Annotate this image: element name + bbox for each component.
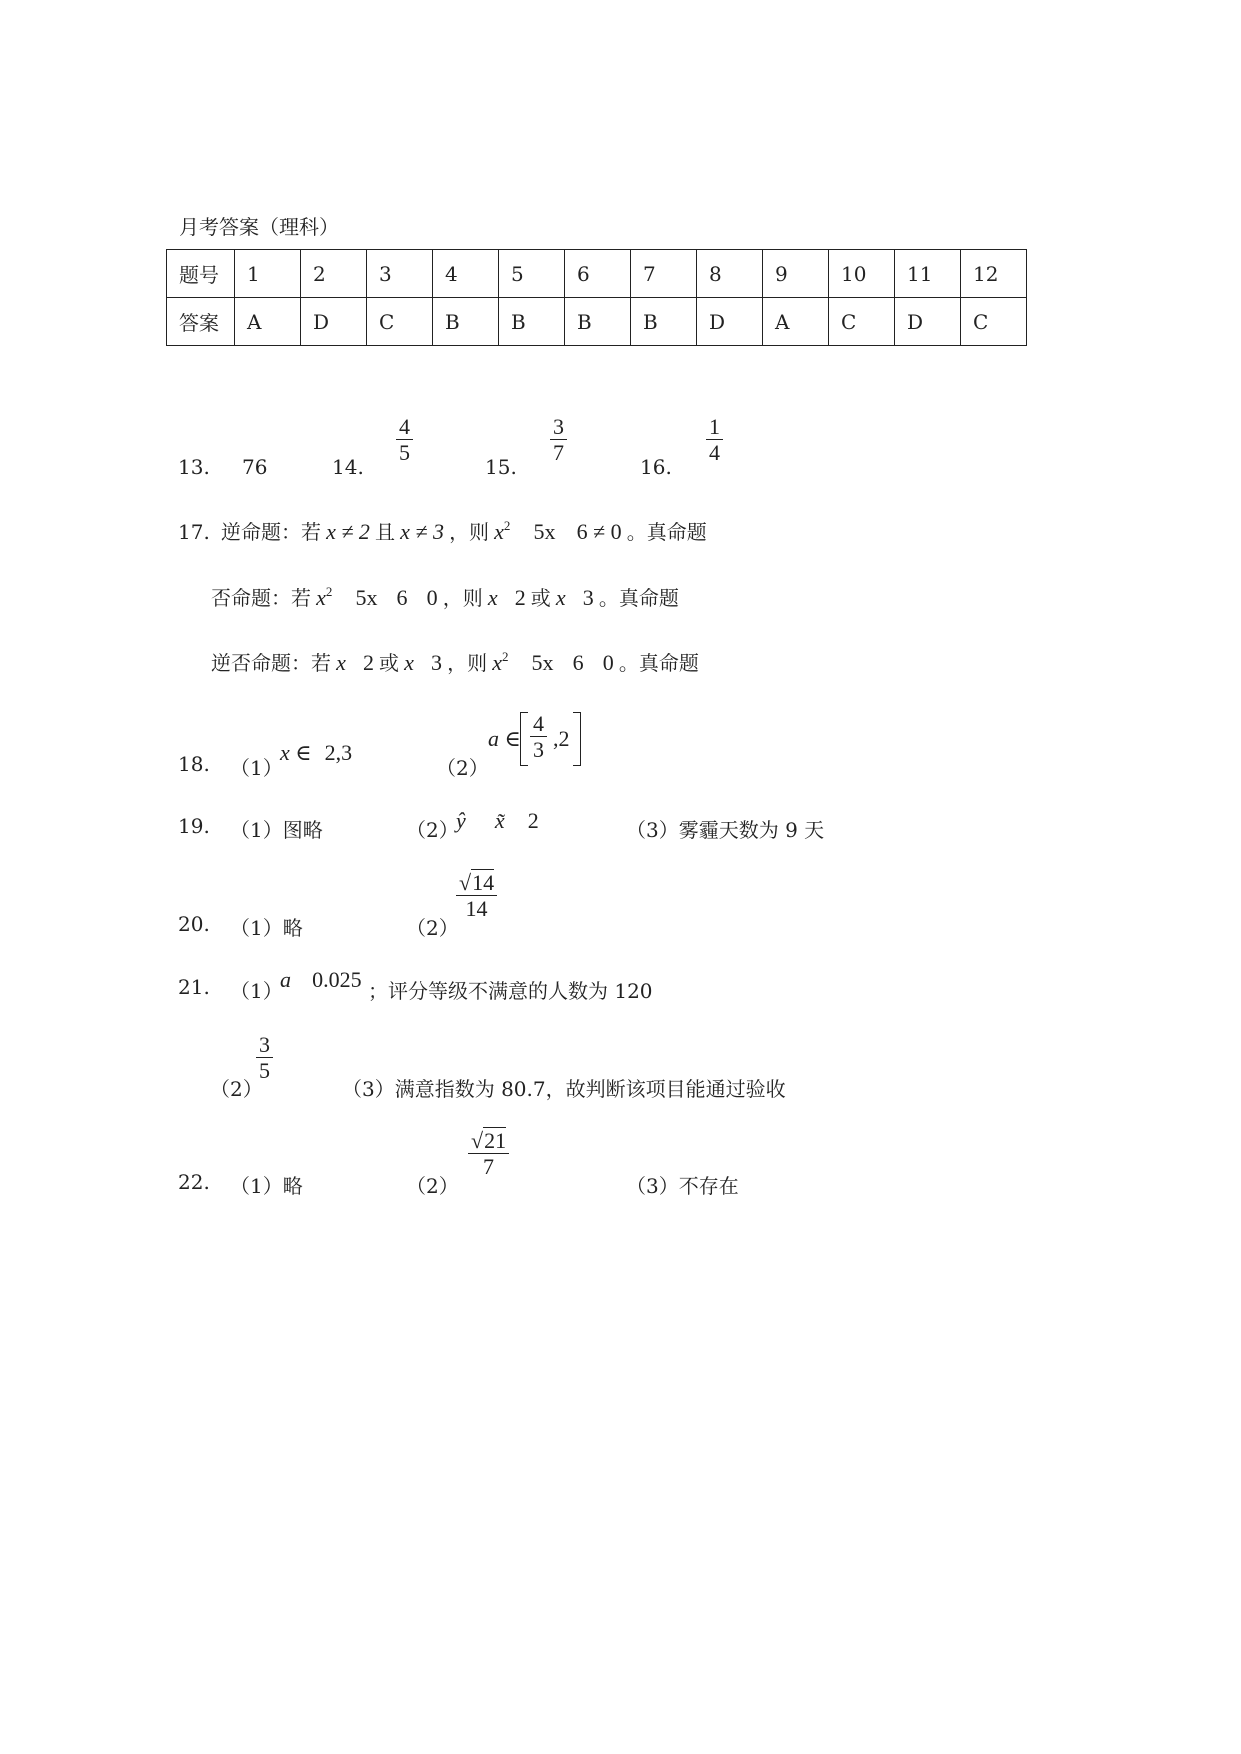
table-cell: 5 (499, 250, 565, 298)
q17-number: 17. (178, 520, 210, 544)
left-bracket-icon (520, 712, 528, 766)
q13-number: 13. (178, 455, 210, 479)
table-cell: 9 (763, 250, 829, 298)
table-cell: D (895, 298, 961, 346)
table-cell: 4 (433, 250, 499, 298)
q18-part2-tail: ,2 (553, 726, 570, 751)
q18-part1-answer: x ∈ 2,3 (280, 740, 353, 765)
table-cell: 2 (301, 250, 367, 298)
q16-numerator: 1 (709, 414, 720, 439)
q18-part2-math: a ∈ (488, 726, 521, 751)
q13-answer: 76 (242, 455, 268, 479)
table-row (167, 298, 1027, 346)
q21-part3: （3）满意指数为 80.7，故判断该项目能通过验收 (342, 1077, 786, 1101)
table-cell: C (961, 298, 1027, 346)
q17-line-contrapositive: 逆否命题：若 x 2 或 x 3 ，则 $x^2$ 5x 6 0 。真命题 (211, 649, 699, 675)
table-cell: B (499, 298, 565, 346)
q21-part2-fraction: 3 5 (256, 1032, 273, 1084)
answer-table (166, 249, 1027, 346)
q21-part1-answer: a 0.025 (280, 967, 362, 992)
q14-numerator: 4 (399, 414, 410, 439)
table-cell: 10 (829, 250, 895, 298)
right-bracket-icon (573, 712, 581, 766)
q17-line-converse: 逆命题：若 x ≠ 2 且 x ≠ 3 ，则 $x^2$ 5x 6 ≠ 0 。真命题 (221, 518, 707, 544)
q22-part2-label: （2） (406, 1174, 459, 1198)
q19-part3: （3）雾霾天数为 9 天 (626, 818, 825, 842)
table-cell: 1 (235, 250, 301, 298)
q14-fraction (396, 414, 413, 466)
q22-number: 22. (178, 1170, 210, 1194)
table-cell: C (829, 298, 895, 346)
table-cell: 6 (565, 250, 631, 298)
page-title: 月考答案（理科） (179, 215, 339, 239)
q18-part2-label: （2） (436, 756, 489, 780)
table-cell: 11 (895, 250, 961, 298)
table-cell: B (565, 298, 631, 346)
q17-line-inverse: 否命题：若 $x^2$ 5x 6 0 ，则 x 2 或 x 3 。真命题 (211, 584, 679, 610)
q18-part2-fraction: 4 3 (530, 711, 547, 763)
q19-part1: （1）图略 (230, 818, 323, 842)
table-row (167, 250, 1027, 298)
q20-part1: （1）略 (230, 916, 303, 940)
table-cell: C (367, 298, 433, 346)
q15-number: 15. (485, 455, 517, 479)
q20-part2-fraction: √14 14 (456, 870, 497, 922)
table-cell: A (763, 298, 829, 346)
q14-denominator: 5 (399, 440, 410, 466)
q16-number: 16. (640, 455, 672, 479)
table-cell: A (235, 298, 301, 346)
q15-numerator: 3 (553, 414, 564, 439)
q14-number: 14. (332, 455, 364, 479)
q22-part2-fraction: √21 7 (468, 1128, 509, 1180)
q19-part2-label: （2） (406, 818, 459, 842)
q21-part2-label: （2） (210, 1077, 263, 1101)
table-cell: 7 (631, 250, 697, 298)
q21-part1-label: （1） (230, 979, 283, 1003)
q20-part2-label: （2） (406, 916, 459, 940)
sqrt-icon: √14 (459, 870, 495, 895)
sqrt-icon: √21 (471, 1128, 507, 1153)
q21-part1-text: ；评分等级不满意的人数为 120 (368, 979, 653, 1003)
q18-part1-label: （1） (230, 756, 283, 780)
table-cell: B (433, 298, 499, 346)
table-cell: 8 (697, 250, 763, 298)
table-cell: D (697, 298, 763, 346)
q19-part2-answer: ŷ x̃ 2 (456, 808, 539, 833)
q15-denominator: 7 (553, 440, 564, 466)
table-cell: 3 (367, 250, 433, 298)
q18-number: 18. (178, 752, 210, 776)
q22-part1: （1）略 (230, 1174, 303, 1198)
table-cell: D (301, 298, 367, 346)
q15-fraction (550, 414, 567, 466)
q22-part3: （3）不存在 (626, 1174, 739, 1198)
q16-fraction (706, 414, 723, 466)
table-cell: 12 (961, 250, 1027, 298)
table-cell: B (631, 298, 697, 346)
q16-denominator: 4 (709, 440, 720, 466)
q21-number: 21. (178, 975, 210, 999)
q19-number: 19. (178, 814, 210, 838)
row-label-answer: 答案 (167, 298, 235, 346)
q20-number: 20. (178, 912, 210, 936)
row-label-question-number: 题号 (167, 250, 235, 298)
